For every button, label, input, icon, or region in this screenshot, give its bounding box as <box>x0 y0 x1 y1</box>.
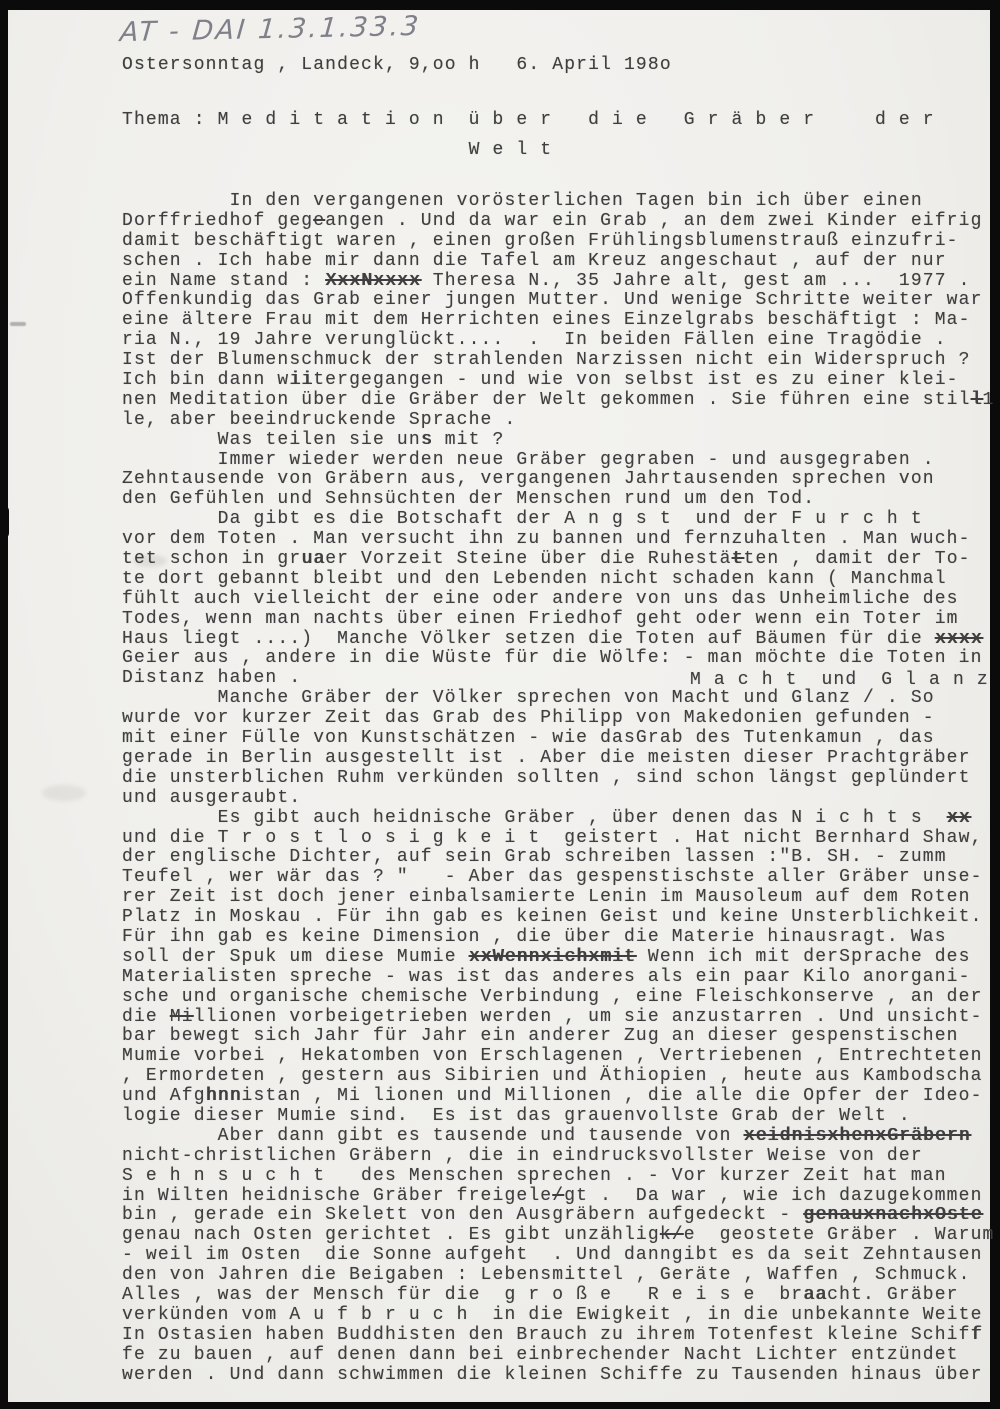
document-page <box>8 10 995 1402</box>
text-line: Zehntausende von Gräbern aus, vergangenen Jahrtausenden sprechen von <box>122 469 935 490</box>
text-line: schen . Ich habe mir dann die Tafel am Kreuz angeschaut , auf der nur <box>122 250 947 271</box>
text-line: der englische Dichter, auf sein Grab schreiben lassen :"B. SH. - zumm <box>122 847 947 868</box>
text-line: Haus liegt ....) Manche Völker setzen die Toten auf Bäumen für die xxxx <box>122 628 983 649</box>
text-line: damit beschäftigt waren , einen großen Frühlingsblumenstrauß einzufri- <box>122 230 959 251</box>
text-line: und die T r o s t l o s i g k e i t geistert . Hat nicht Bernhard Shaw, <box>122 827 983 848</box>
margin-mark <box>10 322 26 326</box>
text-line: Offenkundig das Grab einer jungen Mutter. Und wenige Schritte weiter war <box>122 290 983 311</box>
scan-border-artifact <box>0 160 7 182</box>
text-line: wurde vor kurzer Zeit das Grab des Philipp von Makedonien gefunden - <box>122 708 935 729</box>
text-line: Alles , was der Mensch für die g r o ß e R e i s e braacht. Gräber <box>122 1284 959 1305</box>
text-line: S e h n s u c h t des Menschen sprechen . - Vor kurzer Zeit hat man <box>122 1165 947 1186</box>
text-line: Da gibt es die Botschaft der A n g s t und der F u r c h t <box>122 509 923 530</box>
text-line: fe zu bauen , auf denen dann bei einbrechender Nacht Lichter entzündet <box>122 1344 959 1365</box>
text-line: Dorffriedhof gegeangen . Und da war ein Grab , an dem zwei Kinder eifrig <box>122 210 983 231</box>
text-line: ein Name stand : XxxNxxxx Theresa N., 35 Jahre alt, gest am ... 1977 . <box>122 270 971 291</box>
text-line: nen Meditation über die Gräber der Welt gekommen . Sie führen eine still1 <box>122 389 995 410</box>
document-title-line1: Thema : M e d i t a t i o n ü b e r d i e G r ä b e r d e r <box>122 110 935 130</box>
text-line: eine ältere Frau mit dem Herrichten eines Einzelgrabs beschäftigt : Ma- <box>122 310 971 331</box>
text-line: mit einer Fülle von Kunstschätzen - wie dasGrab des Tutenkamun , das <box>122 728 935 749</box>
text-line: werden . Und dann schwimmen die kleinen Schiffe zu Tausenden hinaus über <box>122 1364 983 1385</box>
archive-reference-handwritten: AT - DAI 1.3.1.33.3 <box>118 10 422 49</box>
text-line: genau nach Osten gerichtet . Es gibt unzähligk/e geostete Gräber . Warum <box>122 1225 995 1246</box>
text-line: Geier aus , andere in die Wüste für die Wölfe: - man möchte die Toten in <box>122 648 983 669</box>
text-line: Manche Gräber der Völker sprechen von Macht und Glanz / . So <box>122 688 935 709</box>
text-line: Ist der Blumenschmuck der strahlenden Narzissen nicht ein Widerspruch ? <box>122 350 971 371</box>
text-line: Materialisten spreche - was ist das anderes als ein paar Kilo anorgani- <box>122 966 971 987</box>
text-line: Mumie vorbei , Hekatomben von Erschlagenen , Vertriebenen , Entrechteten <box>122 1046 983 1067</box>
text-line: Distanz haben . <box>122 668 302 689</box>
text-line: In den vergangenen vorösterlichen Tagen bin ich über einen <box>122 191 923 211</box>
text-line: tet schon in gruaer Vorzeit Steine über die Ruhestätten , damit der To- <box>122 549 971 570</box>
text-line: verkünden vom A u f b r u c h in die Ewigkeit , in die unbekannte Weite <box>122 1304 983 1325</box>
text-line: - weil im Osten die Sonne aufgeht . Und danngibt es da seit Zehntausen <box>122 1245 983 1266</box>
body-text <box>122 192 995 1385</box>
text-line: in Wilten heidnische Gräber freigele/gt . Da war , wie ich dazugekommen <box>122 1185 983 1206</box>
text-line: Teufel , wer wär das ? " - Aber das gespenstischste aller Gräber unse- <box>122 867 983 888</box>
text-line: und Afghnnistan , Mi lionen und Millionen , die alle die Opfer der Ideo- <box>122 1086 983 1107</box>
text-line: Es gibt auch heidnische Gräber , über denen das N i c h t s xx <box>122 807 971 828</box>
text-line: bar bewegt sich Jahr für Jahr ein anderer Zug an dieser gespenstischen <box>122 1026 959 1047</box>
text-line: den von Jahren die Beigaben : Lebensmittel , Geräte , Waffen , Schmuck. <box>122 1265 971 1286</box>
text-line: soll der Spuk um diese Mumie xxWennxichxmit Wenn ich mit derSprache des <box>122 946 971 967</box>
text-line: le, aber beeindruckende Sprache . <box>122 409 517 430</box>
text-line: Was teilen sie uns mit ? <box>122 429 505 450</box>
text-line: vor dem Toten . Man versucht ihn zu bannen und fernzuhalten . Man wuch- <box>122 529 971 550</box>
text-line: die unsterblichen Ruhm verkünden sollten , sind schon längst geplündert <box>122 767 971 788</box>
text-line: und ausgeraubt. <box>122 787 302 808</box>
text-line: Ich bin dann wiitergegangen - und wie von selbst ist es zu einer klei- <box>122 370 959 391</box>
text-line: fühlt auch vielleicht der eine oder andere von uns das Unheimliche des <box>122 588 959 609</box>
text-line: In Ostasien haben Buddhisten den Brauch zu ihrem Totenfest kleine Schiff <box>122 1324 983 1345</box>
document-title-line2: W e l t <box>122 140 553 160</box>
text-line: nicht-christlichen Gräbern , die in eindrucksvollster Weise von der <box>122 1145 923 1166</box>
text-line: bin , gerade ein Skelett von den Ausgräbern aufgedeckt - genauxnachxOste <box>122 1205 983 1226</box>
text-line: Aber dann gibt es tausende und tausende von xeidnisxhenxGräbern <box>122 1125 971 1146</box>
text-line: die Millionen vorbeigetrieben werden , um sie anzustarren . Und unsicht- <box>122 1006 983 1027</box>
scan-smudge <box>42 785 86 801</box>
text-line: Für ihn gab es keine Dimension , die über die Materie hinausragt. Was <box>122 926 947 947</box>
text-line: rer Zeit ist doch jener einbalsamierte Lenin im Mausoleum auf dem Roten <box>122 887 971 908</box>
text-line: Platz in Moskau . Für ihn gab es keinen Geist und keine Unsterblichkeit. <box>122 907 983 928</box>
scan-border-artifact <box>0 505 9 539</box>
dateline: Ostersonntag , Landeck, 9,oo h 6. April 198o <box>122 55 672 75</box>
text-line: , Ermordeten , gestern aus Sibirien und Äthiopien , heute aus Kambodscha <box>122 1066 983 1087</box>
text-line: sche und organische chemische Verbindung , eine Fleischkonserve , an der <box>122 986 983 1007</box>
text-line: gerade in Berlin ausgestellt ist . Aber die meisten dieser Prachtgräber <box>122 747 971 768</box>
text-line: te dort gebannt bleibt und den Lebenden nicht schaden kann ( Manchmal <box>122 568 947 589</box>
text-line: Immer wieder werden neue Gräber gegraben - und ausgegraben . <box>122 449 935 470</box>
text-line: den Gefühlen und Sehnsüchten der Menschen rund um den Tod. <box>122 489 816 510</box>
text-line: Todes, wenn man nachts über einen Friedhof geht oder wenn ein Toter im <box>122 608 959 629</box>
text-line: logie dieser Mumie sind. Es ist das grauenvollste Grab der Welt . <box>122 1105 911 1126</box>
interlinear-typed-correction: M a c h t und G l a n z <box>690 670 989 690</box>
text-line: ria N., 19 Jahre verunglückt.... . In beiden Fällen eine Tragödie . <box>122 330 947 351</box>
